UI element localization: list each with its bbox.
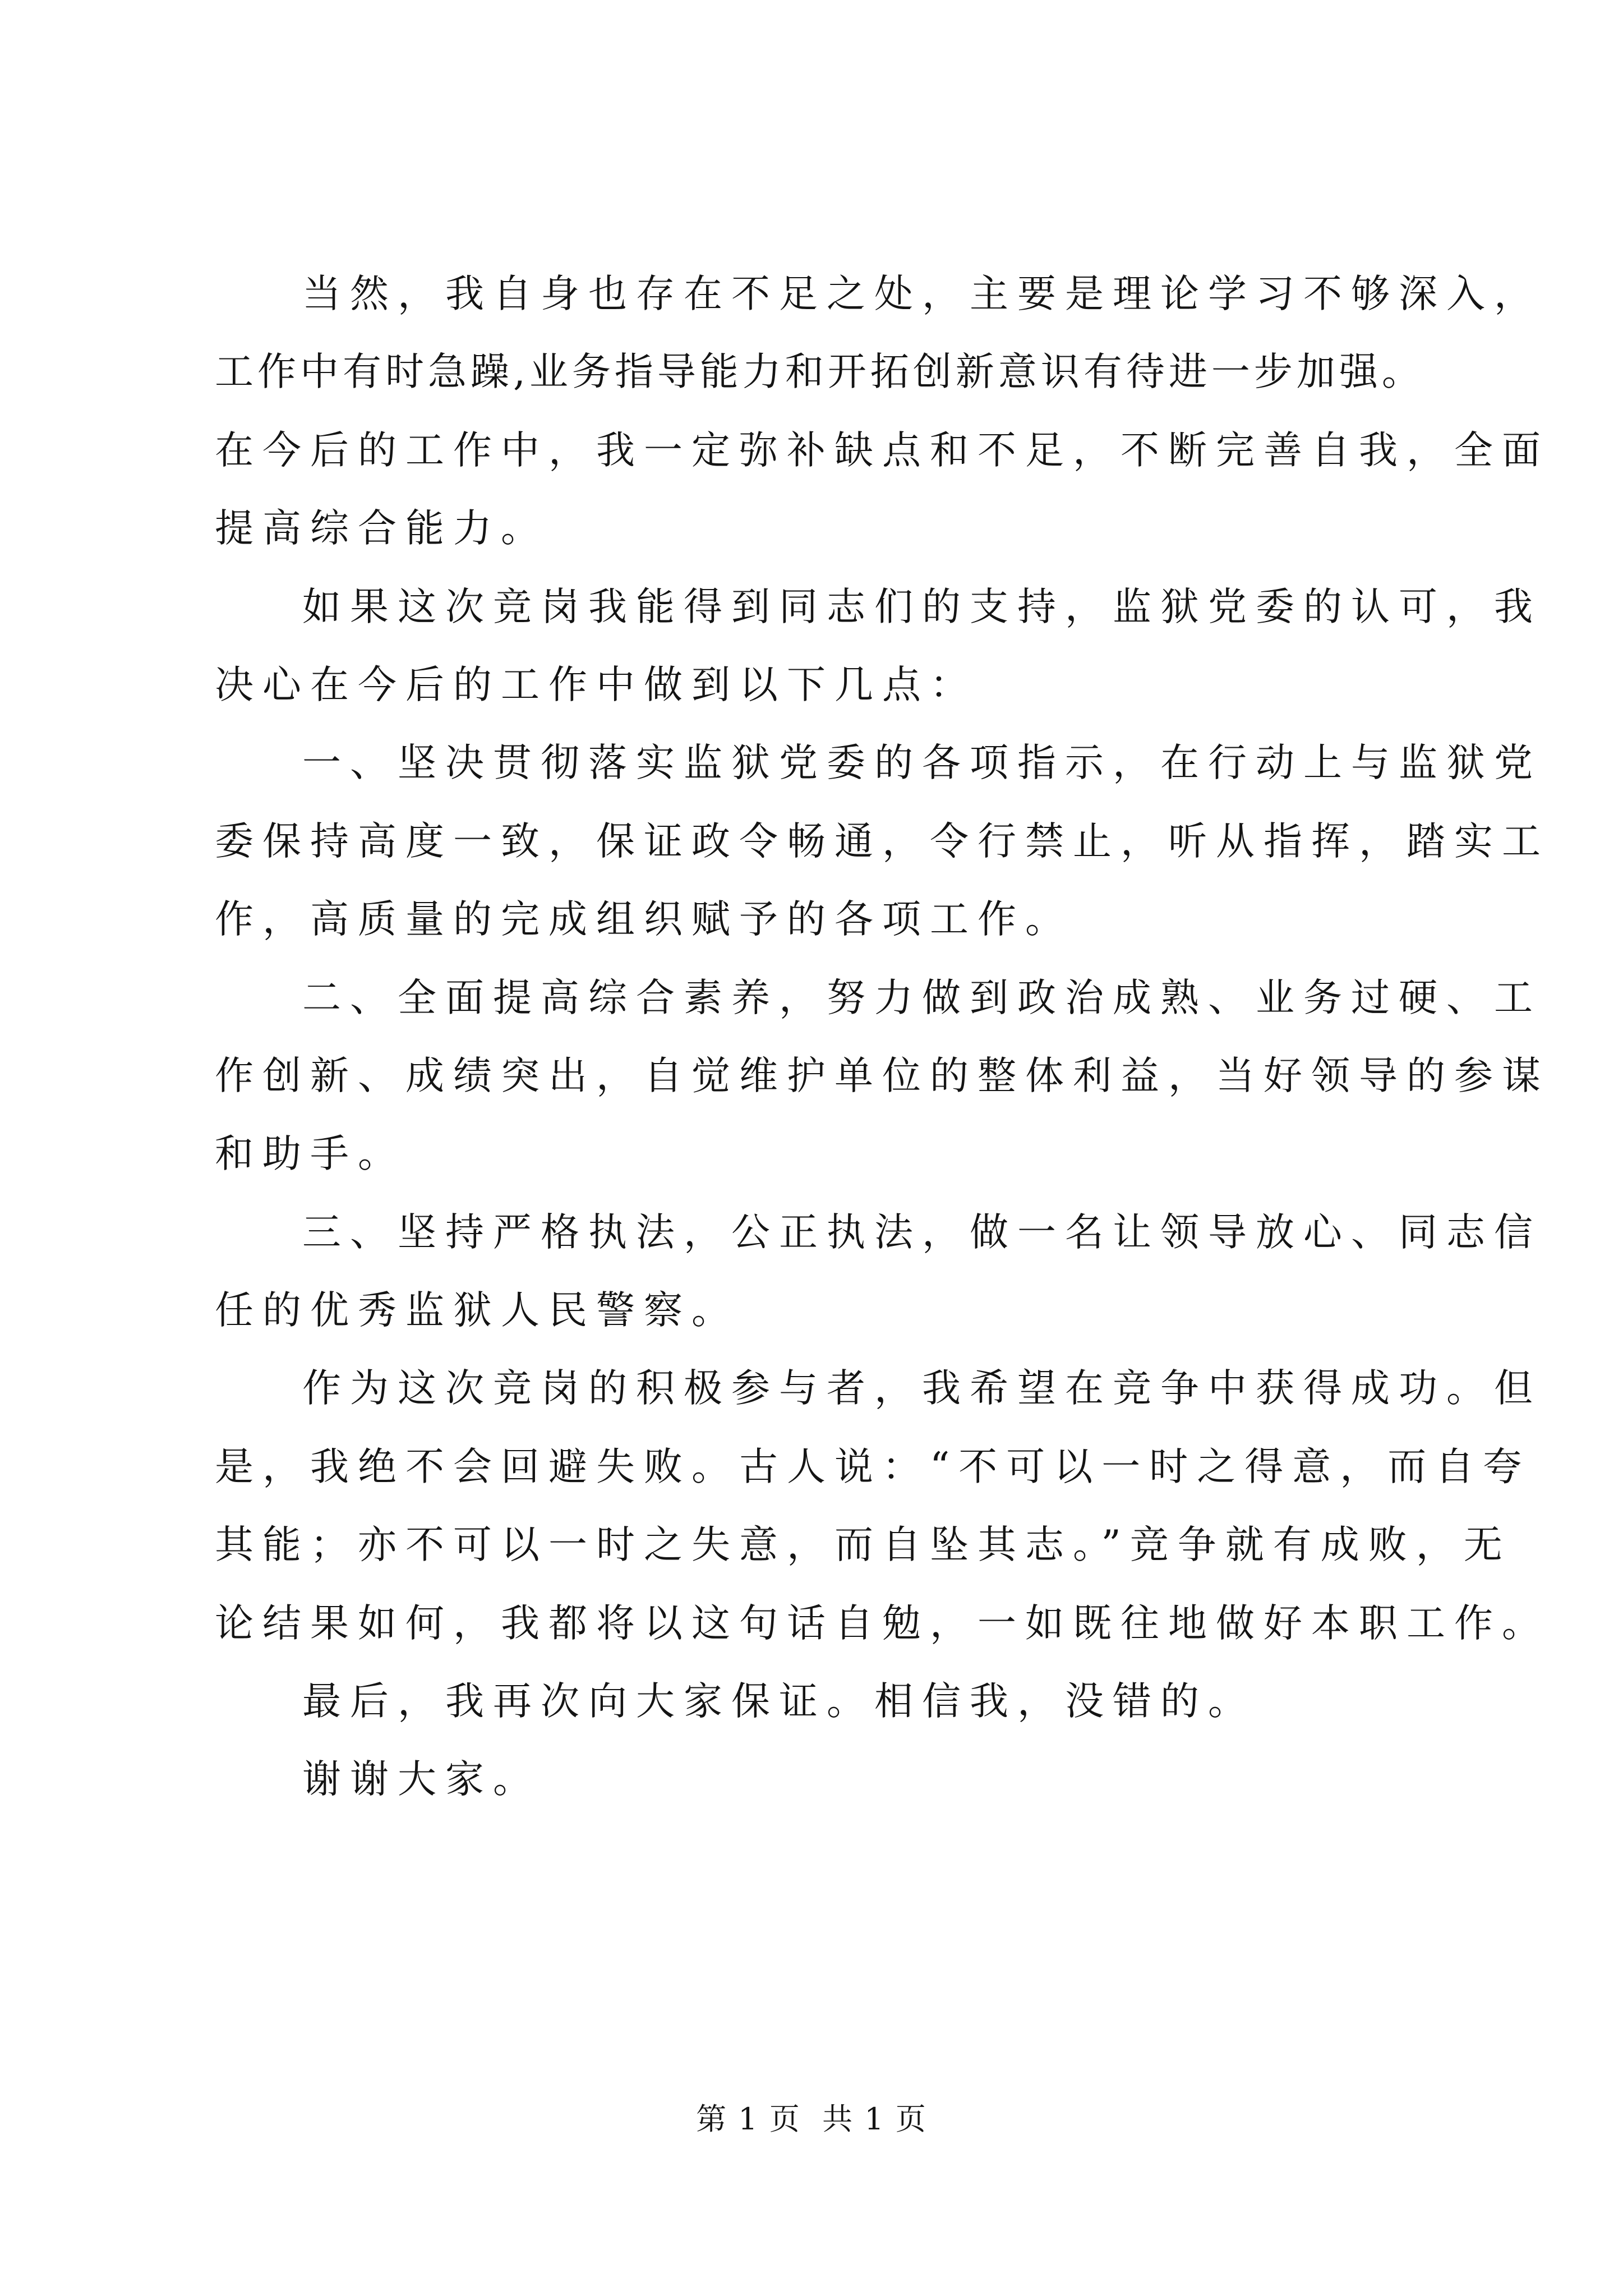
- text-line: 二、全面提高综合素养，努力做到政治成熟、业务过硬、工: [302, 975, 1542, 1020]
- text-line: 论结果如何，我都将以这句话自勉，一如既往地做好本职工作。: [215, 1600, 1550, 1646]
- text-line: 谢谢大家。: [302, 1757, 541, 1802]
- text-line: 三、坚持严格执法，公正执法，做一名让领导放心、同志信: [302, 1209, 1542, 1255]
- text-line: 最后，我再次向大家保证。相信我，没错的。: [302, 1679, 1256, 1724]
- text-line: 提高综合能力。: [215, 506, 548, 551]
- text-line: 如果这次竞岗我能得到同志们的支持，监狱党委的认可，我: [302, 584, 1542, 629]
- page-footer: 第 1 页 共 1 页: [696, 2101, 927, 2137]
- text-line: 作，高质量的完成组织赋予的各项工作。: [215, 897, 1073, 942]
- text-line: 是，我绝不会回避失败。古人说：“不可以一时之得意，而自夸: [215, 1444, 1531, 1489]
- text-line: 和助手。: [215, 1131, 405, 1177]
- text-line: 当然，我自身也存在不足之处，主要是理论学习不够深入，: [302, 272, 1542, 316]
- document-body: [215, 255, 1550, 1819]
- text-line: 一、坚决贯彻落实监狱党委的各项指示，在行动上与监狱党: [302, 740, 1542, 786]
- text-line: 作创新、成绩突出，自觉维护单位的整体利益，当好领导的参谋: [215, 1053, 1550, 1098]
- text-line: 作为这次竞岗的积极参与者，我希望在竞争中获得成功。但: [302, 1366, 1542, 1411]
- text-line: 在今后的工作中，我一定弥补缺点和不足，不断完善自我，全面: [215, 427, 1550, 473]
- text-line: 其能；亦不可以一时之失意，而自坠其志。”竞争就有成败，无: [215, 1522, 1511, 1568]
- text-line: 决心在今后的工作中做到以下几点：: [215, 662, 978, 707]
- text-line: 任的优秀监狱人民警察。: [215, 1288, 739, 1333]
- text-line: 委保持高度一致，保证政令畅通，令行禁止，听从指挥，踏实工: [215, 818, 1550, 864]
- text-line: 工作中有时急躁,业务指导能力和开拓创新意识有待进一步加强。: [215, 349, 1424, 395]
